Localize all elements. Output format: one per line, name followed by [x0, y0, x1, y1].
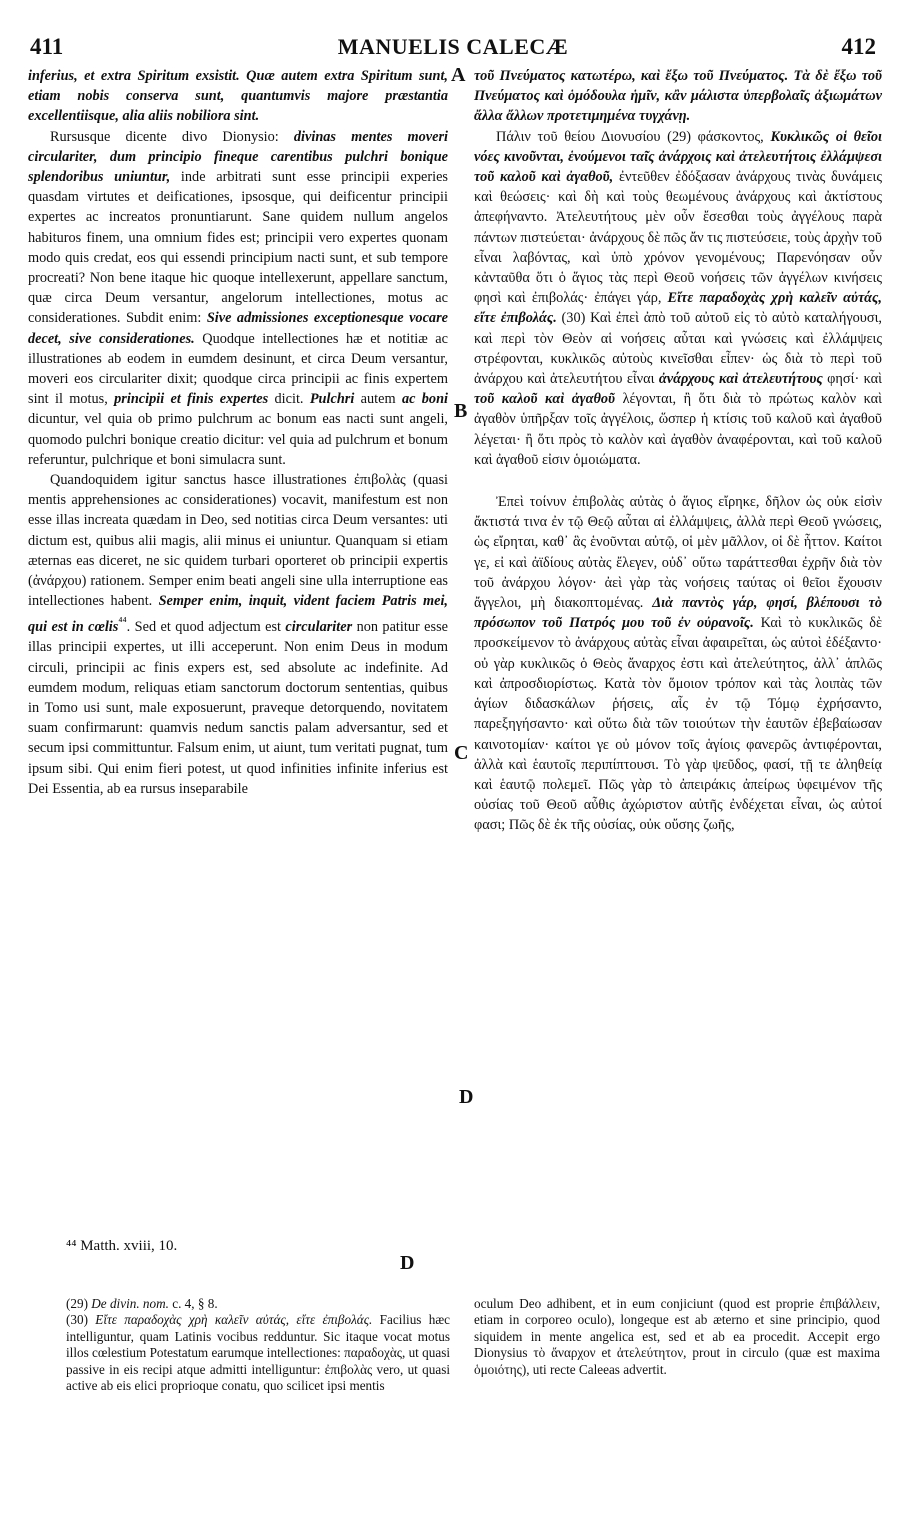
footnote-title: De divin. nom.: [91, 1296, 169, 1311]
footnote-ref-44: ⁴⁴: [118, 614, 127, 629]
latin-quote: circulariter: [285, 619, 353, 636]
latin-text: Rursusque dicente divo Dionysio:: [50, 128, 294, 145]
latin-text: Quandoquidem igitur sanctus hasce illustrationes ἐπιβολὰς (quasi mentis apprehensiones ac considerationes) vocavit, manifestum est non esse illas increata quædam in Deo, sed notitias circa Deum versantes: uti dictum est, quibus alii magis, alii minus ei uniuntur. Quanquam si etiam æternas eas diceret, ne sic quidem turbari oporteret ob principii expertis (ἀνάρχου) rationem. Semper enim beati angeli sine ulla interruptione eas intellectiones habent.: [28, 472, 448, 610]
running-title: MANUELIS CALECÆ: [337, 34, 569, 59]
greek-paragraph-2: [474, 127, 882, 470]
greek-text: λέγονται, ἢ ὅτι διὰ τὸ πρώτως καλὸν καὶ ἀγαθὸν ὑπῆρξαν τοῖς ἀγγέλοις, ὥσπερ ἡ κτίσις τοῦ καλοῦ καὶ ἀγαθοῦ λέγεται· ἢ ὅτι πρὸς τὸ καλὸν καὶ ἀγαθὸν ἀναφέρονται, καὶ τοῦ καλοῦ καὶ ἀγαθοῦ εἰσιν ὁμοιώματα.: [474, 391, 882, 468]
greek-quote: Κυκλικῶς οἱ θεῖοι νόες κινοῦνται, ἑνούμενοι ταῖς ἀνάρχοις καὶ ἀτελευτήτοις ἐλλάμψεσι τοῦ καλοῦ καὶ ἀγαθοῦ,: [474, 128, 882, 186]
footnotes-right: [474, 1296, 880, 1378]
latin-paragraph-3: [28, 470, 448, 799]
greek-text: φησί· καὶ: [822, 371, 883, 388]
footnote-quote: Εἴτε παραδοχὰς χρὴ καλεῖν αὐτάς, εἴτε ἐπιβολάς.: [95, 1312, 373, 1328]
footnote-text: Facilius hæc intelliguntur, quam Latinis vocibus redduntur. Sic itaque vocat motus illos cœlestium Potestatum earumque intellectiones: παραδοχὰς, ut quasi passive in eis recipi atque admitti intelliguntur: ἐπιβολὰς vero, ut quasi active ab eis elici proprioque conatu, quo scilicet ipsi mentis: [66, 1312, 450, 1394]
greek-quote: Εἴτε παραδοχὰς χρὴ καλεῖν αὐτάς, εἴτε ἐπιβολάς.: [474, 290, 882, 327]
latin-quote: principii et finis expertes: [114, 391, 269, 408]
latin-text: non patitur esse illas principii expertes, ut illi acceperunt. Non enim Deus in modum circuli, principii ac finis expers est, sed absolute ac indefinite. Ad eumdem modum, reliquas etiam sanctorum doctorum sententias, quibus in Tomo usi sunt, male exposuerunt, praveque detorquendo, novitatem suam confirmarunt: quamvis nedum sanctis palam adversantur, sed et secum ipsi committuntur. Falsum enim, ut aiunt, tum veritati pugnat, tum ipsum sibi. Qui enim fieri potest, ut quod infinities infinite inferius est Dei Essentia, ab ea rursus inseparabile: [28, 619, 448, 797]
greek-paragraph-1: [474, 66, 882, 127]
latin-quote: ac boni: [401, 391, 448, 408]
margin-marker-d-lower: D: [400, 1252, 415, 1274]
footnote-number: (30): [66, 1312, 96, 1328]
latin-text: . Sed et quod adjectum est: [126, 619, 286, 636]
greek-paragraph-3: [474, 492, 882, 835]
greek-quote: τοῦ καλοῦ καὶ ἀγαθοῦ: [474, 391, 616, 408]
page-number-right: 412: [841, 34, 876, 59]
margin-marker-a: A: [451, 64, 466, 86]
footnote-30: [66, 1312, 450, 1394]
latin-text: inde arbitrati sunt esse principii experies quasdam virtutes et deificationes, ipsosque, qui deificentur principii expertes ac increatos pronuntiarunt. Sane quidem nullum angelos habituros finem, una omnium fides est; principii vero expertes quonam modo quis credat, eos qui essendi principium nacti sunt, et sub tempore procreati? Non bene itaque hic quoque intellexerunt, appellare sanctum, quæ circa Deum versantur, angelorum intellectiones, motus ac considerationes. Subdit enim:: [28, 169, 448, 327]
latin-column: [28, 66, 448, 799]
greek-quote: ἀνάρχους καὶ ἀτελευτήτους: [658, 371, 823, 388]
margin-marker-c: C: [454, 742, 469, 764]
greek-text: τοῦ Πνεύματος κατωτέρω, καὶ ἔξω τοῦ Πνεύματος. Τὰ δὲ ἔξω τοῦ Πνεύματος καὶ ὁμόδουλα ἡμῖν, κἂν μάλιστα ὑπερβολαῖς ἀξιωμάτων ἄλλα ἄλλων προτετιμημένα τυγχάνῃ.: [474, 68, 882, 125]
greek-text: (30) Καὶ ἐπεὶ ἀπὸ τοῦ αὐτοῦ εἰς τὸ αὐτὸ καταλήγουσι, καὶ περὶ τὸν Θεὸν αἱ νοήσεις αὗται καὶ γνώσεις καὶ ἐλλάμψεις στρέφονται, κυκλικῶς αὐτοὺς κινεῖσθαι εἶπεν· ὡς διὰ τὸ περὶ τοῦ ἀνάρχου καὶ ἀτελευτήτου εἶναι: [474, 310, 882, 388]
footnote-30-continued: oculum Deo adhibent, et in eum conjiciunt (quod est proprie ἐπιβάλλειν, etiam in corporeo oculo), longeque est ab æterno et sine principio, quod siquidem in mente angelica est, sed et ab ea procedit. Accepit ergo Dionysius τὸ ἄναρχον et ἀτελεύτητον, prout in circulo (quæ est maxima ὁμοιότης), uti recte Caleeas advertit.: [474, 1296, 880, 1377]
latin-quote: Sive admissiones exceptionesque vocare decet, sive considerationes.: [28, 310, 448, 347]
greek-text: Καὶ τὸ κυκλικῶς δὲ προσκείμενον τὸ ἀνάρχους αὐτὰς εἶναι ἀφαιρεῖται, ὡς αὐτοὶ ἐδέξαντο· οὐ γὰρ κυκλικῶς ὁ Θεὸς ἄναρχος ἐστι καὶ ἀτελεύτητος, ἀλλ᾽ ἁπλῶς καὶ ἀπροσδιορίστως. Κατὰ τὸν ὅμοιον τρόπον καὶ τὰς λοιπὰς τῶν ἁγίων διδασκάλων ῥήσεις, αἷς ἐν τῷ Τόμῳ ἐχρήσαντο, παρεξηγήσαντο· καὶ οὕτω διὰ τῶν τοιούτων τὴν ἑαυτῶν ἐβεβαίωσαν καινοτομίαν· καίτοι γε οὐ μόνον τοῖς ἁγίοις φανερῶς ἀντιφέρονται, ἀλλὰ καὶ ἑαυτοῖς περιπίπτουσι. Τὸ γὰρ ψεῦδος, φασί, τῇ τε ἀληθείᾳ καὶ ἑαυτῷ πολεμεῖ. Πῶς γὰρ τὸ ἀπειράκις ἀπείρως ὑφειμένον τῆς οὐσίας τοῦ Θεοῦ αὖθις ἀχώριστον αὐτῆς ἐνδέχεται εἶναι, ὡς αὐτοί φασι; Πῶς δὲ ἐκ τῆς οὐσίας, οὐκ οὔσης ζωῆς,: [474, 615, 883, 834]
latin-text: inferius, et extra Spiritum exsistit. Quæ autem extra Spiritum sunt, etiam nobis conserva sunt, quantumvis majore præstantia excellentiisque, alia aliis nobiliora sint.: [28, 68, 448, 125]
greek-text: Ἐπεὶ τοίνυν ἐπιβολὰς αὐτὰς ὁ ἅγιος εἴρηκε, δῆλον ὡς οὐκ εἰσὶν ἄκτιστά τινα ἐν τῷ Θεῷ αὗται αἱ ἐλλάμψεις, ἀλλὰ περὶ Θεοῦ γνώσεις, ὡς εἴρηται, καθ᾽ ἃς ἑνοῦνται αὐτῷ, οἱ μὲν μᾶλλον, οἱ δὲ ἧττον. Καίτοι γε, εἰ καὶ ἀϊδίους αὐτὰς ἔλεγεν, οὐδ᾽ οὕτω ταράττεσθαι ἐχρῆν διὰ τὸν τοῦ ἀνάρχου λόγον· ἀεὶ γὰρ τὰς νοήσεις ταύτας οἱ θεῖοι ἔχουσιν ἄγγελοι, μὴ διακοπτομένας.: [474, 494, 882, 612]
page-header: [30, 34, 876, 60]
latin-paragraph-1: [28, 66, 448, 127]
footnote-text: c. 4, § 8.: [168, 1296, 218, 1311]
footnotes-left: [66, 1296, 450, 1394]
latin-text: autem: [354, 391, 402, 408]
greek-text: Πάλιν τοῦ θείου Διονυσίου (29) φάσκοντος,: [496, 128, 771, 145]
latin-quote: Pulchri: [309, 391, 355, 408]
greek-column: [474, 66, 882, 836]
greek-quote: Διὰ παντὸς γάρ, φησί, βλέπουσι τὸ πρόσωπον τοῦ Πατρός μου τοῦ ἐν οὐρανοῖς.: [474, 595, 882, 632]
latin-quote: divinas mentes moveri circulariter, dum principio fineque carentibus pulchri bonique splendoribus uniuntur,: [28, 128, 448, 186]
footnote-number: (29): [66, 1296, 92, 1311]
latin-text: dicuntur, vel quia ob primo pulchrum ac bonum eas nacti sunt angeli, quomodo pulchri bonique creatio dicitur: vel quia ad pulchrum et bonum referuntur, pulchrique et boni simulacra sunt.: [28, 411, 448, 468]
latin-text: dicit.: [268, 391, 310, 408]
margin-marker-d: D: [459, 1086, 474, 1108]
margin-marker-b: B: [454, 400, 468, 422]
footnote-44: ⁴⁴ Matth. xviii, 10.: [66, 1238, 178, 1254]
greek-text: ἐντεῦθεν ἐδόξασαν ἀνάρχους τινὰς δυνάμεις καὶ θεώσεις· καὶ δὴ καὶ τοὺς θεωμένους ἀνάρχους καὶ ἀκτίστους ἀπεφήναντο. Ἀτελευτήτους μὲν οὖν ἔσεσθαι τοὺς ἀγγέλους παρὰ πάντων πιστεύεται· ἀνάρχους δὲ πῶς ἄν τις πιστεύσειε, τοὺς ἀρχὴν τοῦ εἶναι λαβόντας, καὶ ὑπὸ χρόνον γενομένους; Παρενόησαν οὖν κἀνταῦθα ὅτι ὁ ἅγιος τὰς περὶ Θεοῦ νοήσεις τῶν ἀγγέλων κινήσεις φησὶ καὶ ἐπιβολάς· ἐπάγει γάρ,: [474, 169, 882, 307]
page-number-left: 411: [30, 34, 64, 59]
footnote-29: [66, 1296, 450, 1312]
latin-text: Quodque intellectiones hæ et notitiæ ac illustrationes ab eodem in eumdem desinunt, et circa Deum versantur, moveri eos circulariter dixit; quodque circa principii ac finis expertem sint il motus,: [28, 330, 449, 408]
latin-quote: Semper enim, inquit, vident faciem Patris mei, qui est in cœlis: [28, 593, 448, 636]
latin-paragraph-2: [28, 127, 448, 470]
